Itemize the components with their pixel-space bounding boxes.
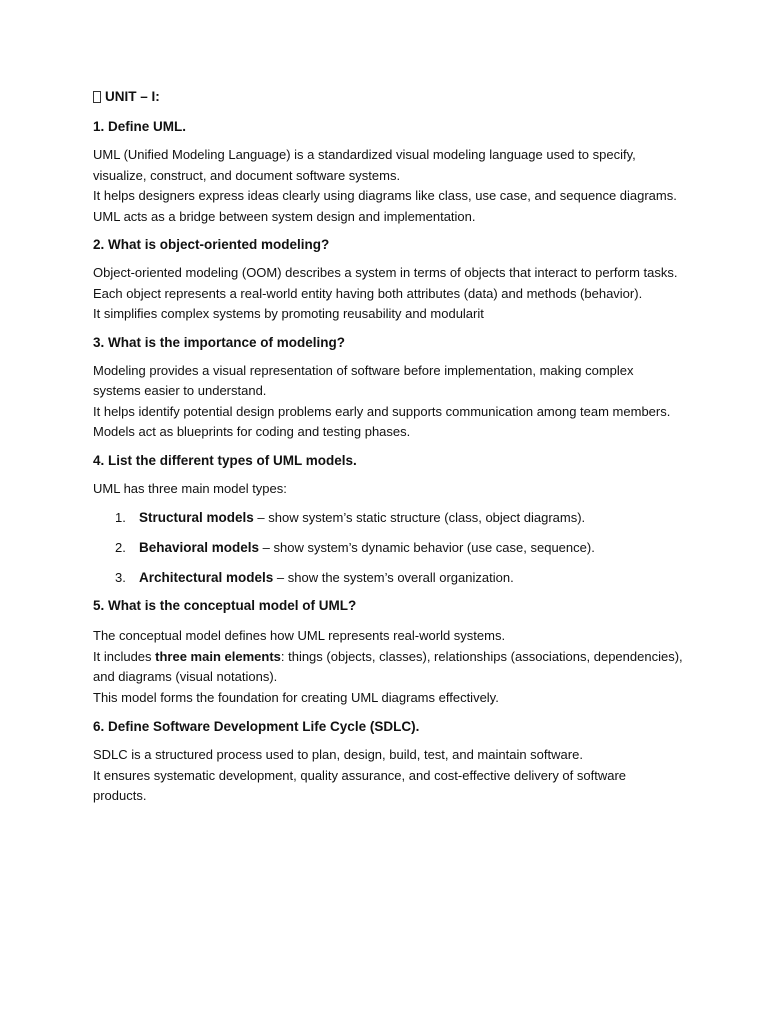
list-item	[93, 568, 683, 588]
section-6-para-2: It ensures systematic development, quality assurance, and cost-effective delivery of software products.	[93, 767, 627, 803]
section-5-para-2-emphasis: three main elements	[155, 648, 281, 664]
section-2-para-1: Object-oriented modeling (OOM) describes a system in terms of objects that interact to perform tasks.	[93, 265, 678, 280]
section-4-intro: UML has three main model types:	[93, 480, 287, 496]
section-1-heading: 1. Define UML.	[93, 119, 187, 134]
unit-title: UNIT – I:	[105, 89, 160, 104]
list-item-text: – show system’s dynamic behavior (use case, sequence).	[259, 540, 595, 555]
section-1-para-1: UML (Unified Modeling Language) is a standardized visual modeling language used to specify, visualize, construct, and document software systems.	[93, 147, 636, 183]
section-1-para-3: UML acts as a bridge between system design and implementation.	[93, 208, 476, 224]
section-2-para-2: Each object represents a real-world entity having both attributes (data) and methods (behavior).	[93, 285, 643, 301]
section-3-heading: 3. What is the importance of modeling?	[93, 334, 346, 350]
document-body	[93, 87, 683, 807]
section-3-para-3: Models act as blueprints for coding and testing phases.	[93, 424, 411, 439]
section-4-heading: 4. List the different types of UML models.	[93, 452, 357, 468]
list-item	[93, 508, 683, 528]
section-5-para-2	[93, 647, 683, 688]
section-5-para-2-end: : things (objects, classes), relationships (associations, dependencies), and diagrams (visual notations).	[93, 648, 683, 684]
section-5-para-1: The conceptual model defines how UML represents real-world systems.	[93, 628, 506, 643]
unit-heading	[93, 87, 683, 106]
list-item-term: Architectural models	[139, 570, 274, 585]
section-5-heading: 5. What is the conceptual model of UML?	[93, 598, 357, 613]
section-1-para-2: It helps designers express ideas clearly using diagrams like class, use case, and sequence diagrams.	[93, 188, 677, 203]
list-item-text: – show the system’s overall organization.	[273, 570, 514, 585]
model-types-list	[93, 508, 683, 588]
list-number: 2.	[115, 540, 126, 555]
list-item-term: Structural models	[139, 510, 254, 525]
section-6-heading: 6. Define Software Development Life Cycle (SDLC).	[93, 719, 420, 734]
section-2-para-3: It simplifies complex systems by promoting reusability and modularit	[93, 306, 484, 321]
list-item-term: Behavioral models	[139, 540, 260, 555]
missing-glyph-icon	[93, 91, 101, 103]
section-5-para-2-start: It includes	[93, 648, 156, 664]
list-number: 3.	[115, 570, 126, 585]
section-6-para-1: SDLC is a structured process used to plan, design, build, test, and maintain software.	[93, 747, 583, 762]
list-item	[93, 538, 683, 558]
section-3-para-1: Modeling provides a visual representation of software before implementation, making complex systems easier to understand.	[93, 362, 634, 398]
list-item-text: – show system’s static structure (class, object diagrams).	[253, 510, 586, 525]
section-5-para-3: This model forms the foundation for creating UML diagrams effectively.	[93, 689, 499, 705]
section-3-para-2: It helps identify potential design problems early and supports communication among team members.	[93, 403, 671, 419]
list-number: 1.	[115, 510, 126, 525]
section-2-heading: 2. What is object-oriented modeling?	[93, 237, 330, 252]
